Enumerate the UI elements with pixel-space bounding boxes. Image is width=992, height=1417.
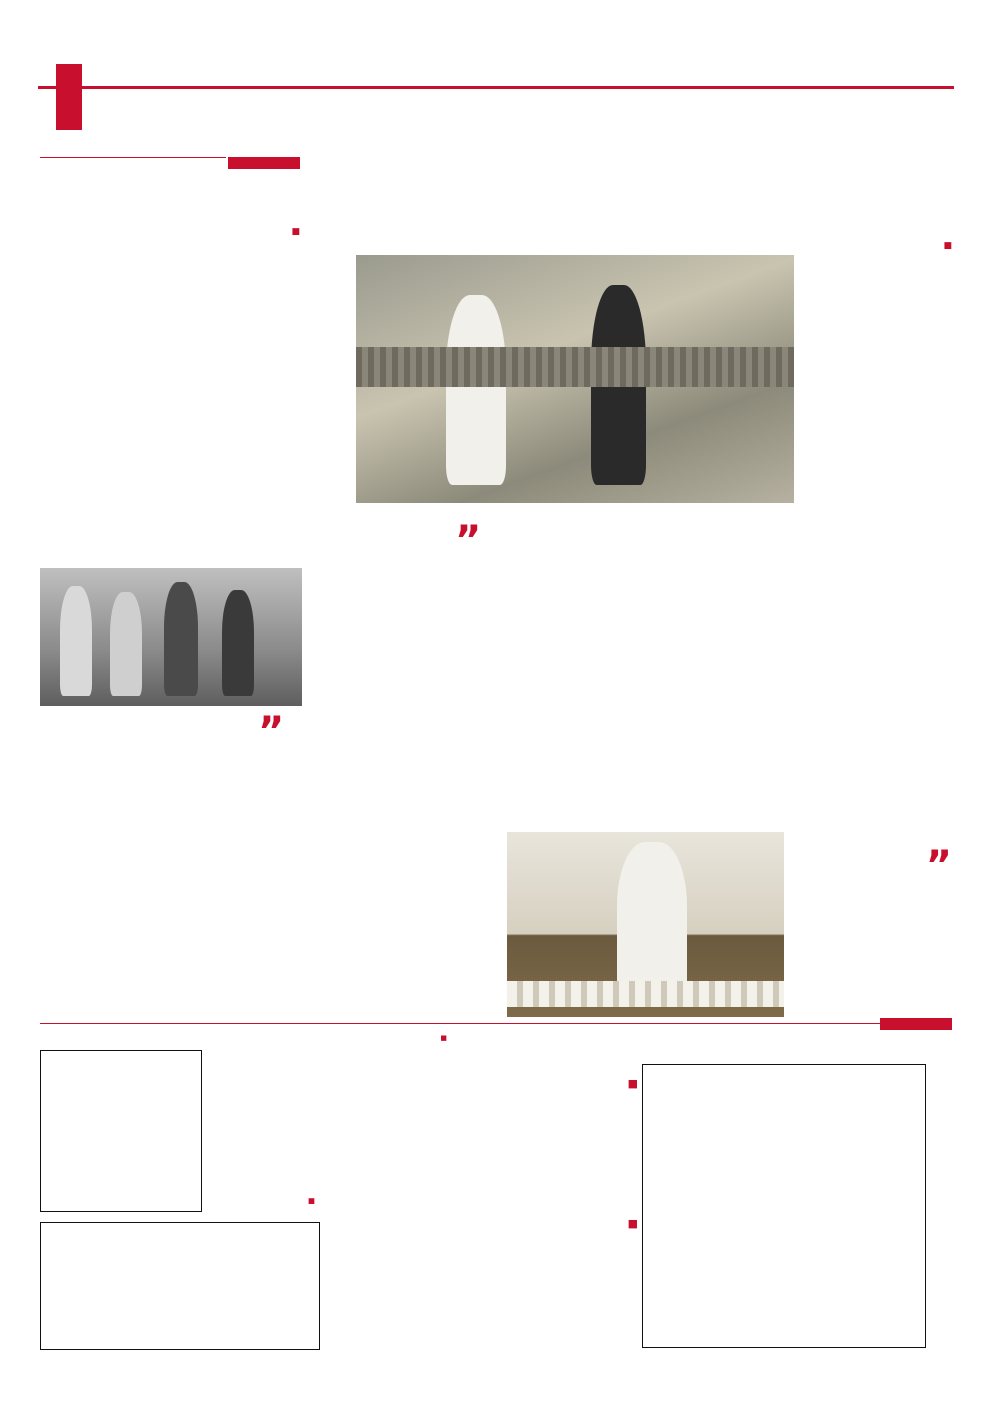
sudoku-grid[interactable]	[40, 1050, 202, 1212]
pow-figure-1	[60, 586, 92, 696]
karateka-left	[446, 295, 506, 485]
down-title	[398, 1216, 638, 1232]
author-marker-icon: ■	[943, 241, 952, 251]
jumping-karateka	[617, 842, 687, 1002]
main-author-line	[752, 240, 952, 253]
across-title	[398, 1076, 638, 1092]
across-clues	[398, 1092, 638, 1212]
side-author-marker-icon: ■	[291, 227, 300, 237]
crowd-band	[356, 347, 794, 387]
down-clues	[398, 1232, 638, 1350]
side-body-col4	[172, 930, 300, 1020]
pow-figure-4	[222, 590, 254, 696]
pow-figure-2	[110, 592, 142, 696]
section-divider	[40, 1023, 952, 1024]
side-body-col1	[172, 240, 300, 560]
newspaper-logo	[40, 64, 82, 134]
header-rule	[38, 86, 954, 89]
side-quote-mark: ”	[258, 709, 285, 755]
karate-photo-1	[356, 255, 794, 503]
side-section-label	[228, 157, 300, 169]
puzzle-section-label	[880, 1018, 952, 1030]
puzzle-credit	[440, 1033, 447, 1043]
side-rule	[40, 157, 226, 158]
solution-subtitle	[215, 1196, 315, 1207]
main-body-col4	[343, 660, 489, 820]
puzzle-credit-marker-icon: ■	[440, 1034, 447, 1042]
main-body-col2	[642, 520, 792, 820]
newspaper-name	[56, 64, 82, 130]
karate-photo-2	[507, 832, 784, 1017]
students-row	[507, 981, 784, 1007]
pow-photo	[40, 568, 302, 706]
across-marker-icon: ■	[627, 1077, 638, 1090]
side-body-col2	[40, 226, 166, 560]
crossword-grid[interactable]	[642, 1064, 926, 1348]
quote-mark-1: ”	[455, 518, 482, 564]
down-marker-icon: ■	[627, 1217, 638, 1230]
side-author-line	[160, 226, 300, 239]
solution-marker-icon: ■	[307, 1196, 315, 1205]
quote-mark-2: ”	[925, 843, 952, 889]
pow-figure-3	[164, 582, 198, 696]
main-body-col3	[497, 520, 633, 820]
side-body-col3	[40, 718, 166, 1018]
solution-grid	[40, 1222, 320, 1350]
main-body-col5	[343, 832, 489, 1020]
